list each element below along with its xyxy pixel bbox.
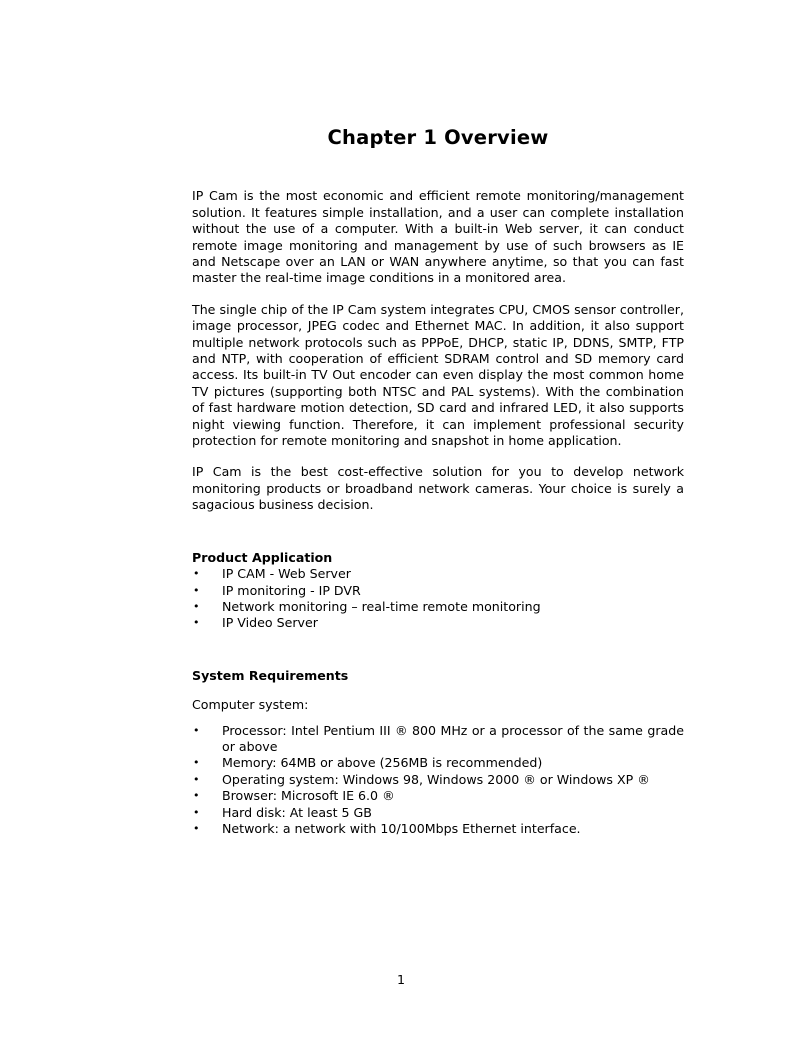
list-item	[192, 805, 684, 821]
page-number: 1	[396, 972, 405, 987]
computer-system-label: Computer system:	[192, 697, 309, 713]
list-item-label: Processor: Intel Pentium III ® 800 MHz or a processor of the same grade or above	[222, 722, 684, 754]
bullet-icon: •	[193, 821, 200, 835]
page-title: Chapter 1 Overview	[327, 126, 549, 149]
list-item-label: Operating system: Windows 98, Windows 2000 ® or Windows XP ®	[222, 771, 650, 787]
list-item	[192, 583, 684, 599]
section-heading-product-application: Product Application	[192, 549, 333, 565]
section-spacer	[192, 632, 684, 668]
list-item	[192, 566, 684, 582]
system-requirements-list	[192, 723, 684, 838]
bullet-icon: •	[193, 805, 200, 819]
list-item	[192, 772, 684, 788]
list-item	[192, 755, 684, 771]
list-item	[192, 615, 684, 631]
bullet-icon: •	[193, 583, 200, 597]
list-item	[192, 723, 684, 756]
list-item-label: IP CAM - Web Server	[222, 566, 351, 582]
product-application-list	[192, 566, 684, 632]
list-item-label: Browser: Microsoft IE 6.0 ®	[222, 788, 395, 804]
list-item-label: Memory: 64MB or above (256MB is recommended)	[222, 755, 543, 771]
bullet-icon: •	[193, 567, 200, 581]
paragraph-chip-features: The single chip of the IP Cam system integrates CPU, CMOS sensor controller, image processor, JPEG codec and Ethernet MAC. In addition, it also support multiple network protocols such as PPPoE, DHCP, static IP, DDNS, SMTP, FTP and NTP, with cooperation of efficient SDRAM control and SD memory card access. Its built-in TV Out encoder can even display the most common home TV pictures (supporting both NTSC and PAL systems). With the combination of fast hardware motion detection, SD card and infrared LED, it also supports night viewing function. Therefore, it can implement professional security protection for remote monitoring and snapshot in home application.	[192, 301, 684, 449]
bullet-icon: •	[193, 723, 200, 737]
page-content	[192, 126, 684, 837]
paragraph-cost-effective: IP Cam is the best cost-effective solution for you to develop network monitoring products or broadband network cameras. Your choice is surely a sagacious business decision.	[192, 464, 684, 513]
list-item	[192, 821, 684, 837]
list-item-label: Network monitoring – real-time remote monitoring	[222, 598, 541, 614]
list-item	[192, 599, 684, 615]
paragraph-overview-intro: IP Cam is the most economic and efficient remote monitoring/management solution. It features simple installation, and a user can complete installation without the use of a computer. With a built-in Web server, it can conduct remote image monitoring and management by use of such browsers as IE and Netscape over an LAN or WAN anywhere anytime, so that you can fast master the real-time image conditions in a monitored area.	[192, 188, 684, 286]
list-item	[192, 788, 684, 804]
list-item-label: Network: a network with 10/100Mbps Ethernet interface.	[222, 820, 581, 836]
list-item-label: Hard disk: At least 5 GB	[222, 804, 372, 820]
bullet-icon: •	[193, 756, 200, 770]
bullet-icon: •	[193, 599, 200, 613]
bullet-icon: •	[193, 789, 200, 803]
bullet-icon: •	[193, 616, 200, 630]
list-item-label: IP monitoring - IP DVR	[222, 582, 361, 598]
section-spacer	[192, 514, 684, 550]
bullet-icon: •	[193, 772, 200, 786]
section-heading-system-requirements: System Requirements	[192, 667, 349, 683]
list-item-label: IP Video Server	[222, 615, 318, 631]
